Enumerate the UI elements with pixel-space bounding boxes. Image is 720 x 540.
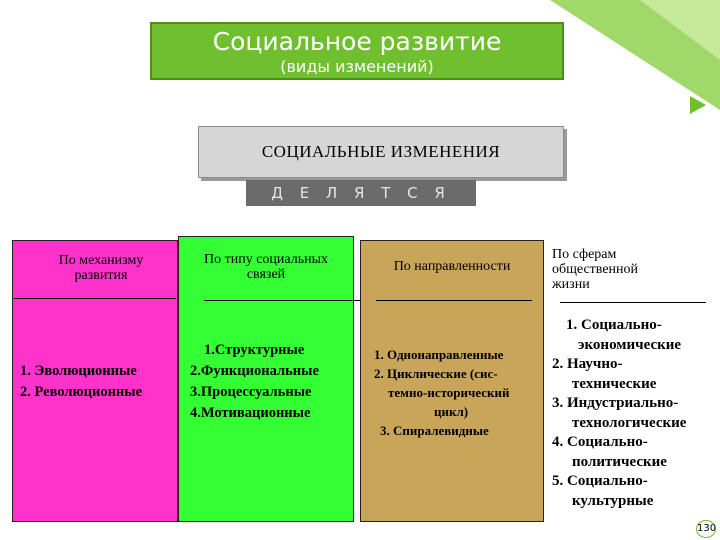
page-number: 130: [696, 520, 716, 538]
list-item: цикл): [434, 404, 469, 419]
list-item: 2.Функциональные: [190, 363, 319, 379]
column-1-divider: [14, 298, 176, 299]
column-2-items: [190, 340, 319, 424]
list-item: 1. Однонаправленные: [374, 347, 504, 362]
list-item: 5. Социально-: [552, 473, 648, 489]
page-subtitle: (виды изменений): [280, 57, 434, 76]
column-3-items: [374, 345, 510, 440]
list-item: экономические: [578, 336, 682, 353]
column-2-title: По типу социальных связей: [203, 252, 329, 282]
column-1-title: По механизму развития: [58, 253, 144, 283]
list-item: технологические: [572, 414, 687, 431]
list-item: культурные: [572, 492, 654, 509]
column-2-divider: [204, 300, 362, 301]
list-item: 3. Спиралевидные: [380, 423, 489, 438]
list-item: 3.Процессуальные: [190, 384, 312, 400]
list-item: 4. Социально-: [552, 434, 648, 450]
changes-header: СОЦИАЛЬНЫЕ ИЗМЕНЕНИЯ: [198, 126, 564, 178]
list-item: 2. Научно-: [552, 356, 623, 372]
column-1-items: [20, 361, 142, 403]
list-item: политические: [572, 453, 667, 470]
list-item: 1. Социально-: [566, 317, 662, 333]
page-title: Социальное развитие: [212, 27, 502, 56]
list-item: темно-исторический: [388, 385, 510, 400]
list-item: 1.Структурные: [204, 342, 305, 358]
column-3-divider: [376, 300, 532, 301]
column-4-items: [552, 316, 686, 511]
list-item: 3. Индустриально-: [552, 395, 679, 411]
list-item: 2. Циклические (сис-: [374, 366, 498, 381]
list-item: технические: [572, 375, 657, 392]
column-4-title: По сферам общественной жизни: [552, 247, 639, 292]
divide-label: Д Е Л Я Т С Я: [246, 180, 476, 206]
column-4-divider: [560, 302, 706, 303]
list-item: 4.Мотивационные: [190, 405, 311, 421]
bullet-arrow-icon: [690, 96, 706, 114]
list-item: 1. Эволюционные: [20, 363, 137, 379]
title-box: [150, 22, 564, 80]
list-item: 2. Революционные: [20, 384, 143, 400]
column-3-title: По направленности: [393, 259, 511, 274]
